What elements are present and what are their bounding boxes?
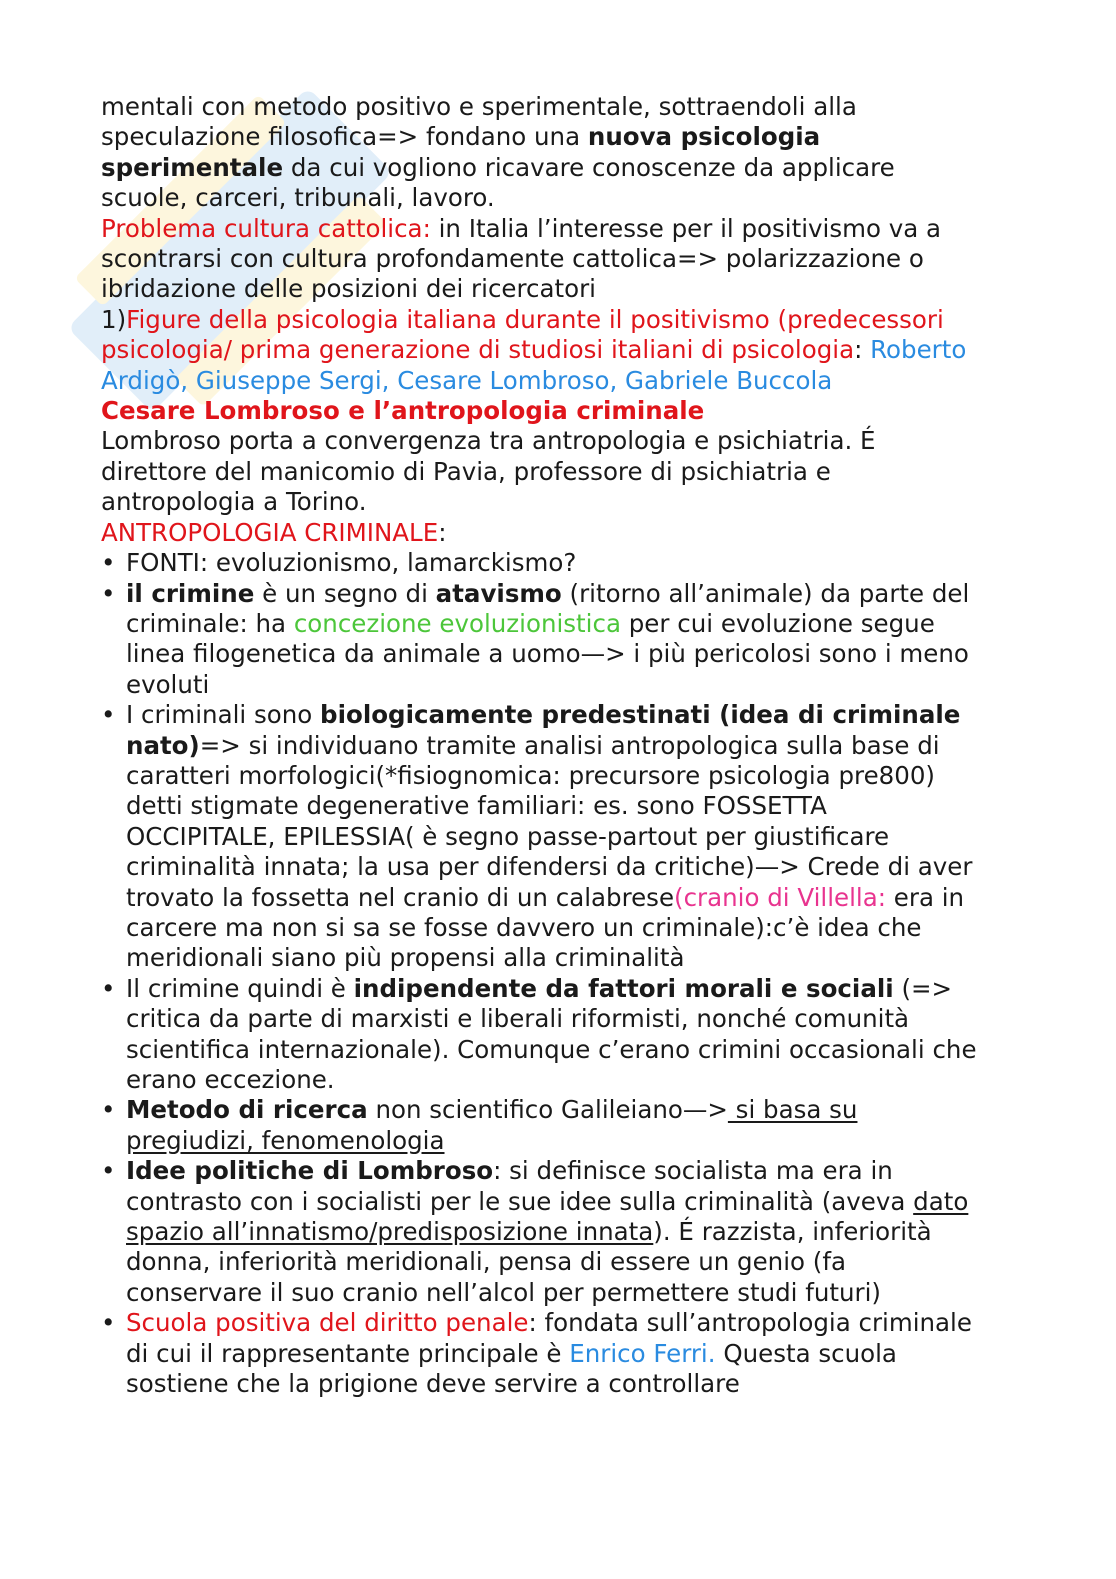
catholic-problem-paragraph: Problema cultura cattolica: in Italia l’interesse per il positivismo va a scontrarsi con cultura profondamente cattolica=> polarizzazione o ibridazione delle posizioni dei ricercatori: [101, 213, 942, 304]
underlined-text: dato spazio all’innatismo/predisposizione innata: [126, 1186, 969, 1247]
intro-paragraph: mentali con metodo positivo e sperimentale, sottraendoli alla speculazione filosofica=> fondano una nuova psicologia sperimentale da cui vogliono ricavare conoscenze da applicare scuole, carceri, tribunali, lavoro.: [101, 92, 895, 213]
highlight-label: Scuola positiva del diritto penale: [126, 1308, 529, 1338]
list-item: • Il crimine quindi è indipendente da fattori morali e sociali (=> critica da parte di marxisti e liberali riformisti, nonché comunità scientifica internazionale). Comunque c’erano crimini occasionali che erano eccezione.: [101, 974, 981, 1096]
bold-term: nuova psicologia sperimentale: [101, 122, 821, 182]
figures-paragraph: 1)Figure della psicologia italiana durante il positivismo (predecessori psicologia/ prima generazione di studiosi italiani di psicologia: Roberto Ardigò, Giuseppe Sergi, Cesare Lombroso, Gabriele Buccola: [101, 304, 967, 395]
list-item: • Metodo di ricerca non scientifico Galileiano—> si basa su pregiudizi, fenomenologia: [101, 1095, 981, 1156]
highlight-pink: (cranio di Villella:: [674, 882, 887, 912]
highlight-label: Figure della psicologia italiana durante il positivismo (predecessori psicologia/ prima generazione di studiosi italiani di psicologia: [101, 304, 944, 365]
list-item: • il crimine è un segno di atavismo (ritorno all’animale) da parte del criminale: ha concezione evoluzionistica per cui evoluzione segue linea filogenetica da animale a uomo—> i più pericolosi sono i meno evoluti: [101, 579, 981, 701]
list-item: • Scuola positiva del diritto penale: fondata sull’antropologia criminale di cui il rappresentante principale è Enrico Ferri. Questa scuola sostiene che la prigione deve servire a controllare: [101, 1308, 981, 1399]
highlight-green: concezione evoluzionistica: [293, 608, 621, 638]
bullet-list: [101, 548, 981, 1399]
antropologia-label: ANTROPOLOGIA CRIMINALE:: [101, 517, 447, 547]
list-item: • Idee politiche di Lombroso: si definisce socialista ma era in contrasto con i socialisti per le sue idee sulla criminalità (aveva dato spazio all’innatismo/predisposizione innata). É razzista, inferiorità donna, inferiorità meridionali, pensa di essere un genio (fa conservare il suo cranio nell’alcol per permettere studi futuri): [101, 1156, 981, 1308]
names-list: Roberto Ardigò, Giuseppe Sergi, Cesare Lombroso, Gabriele Buccola: [101, 335, 967, 395]
list-item: • I criminali sono biologicamente predestinati (idea di criminale nato)=> si individuano tramite analisi antropologica sulla base di caratteri morfologici(*fisiognomica: precursore psicologia pre800) detti stigmate degenerative familiari: es. sono FOSSETTA OCCIPITALE, EPILESSIA( è segno passe-partout per giustificare criminalità innata; la usa per difendersi da critiche)—> Crede di aver trovato la fossetta nel cranio di un calabrese(cranio di Villella: era in carcere ma non si sa se fosse davvero un criminale):c’è idea che meridionali siano più propensi alla criminalità: [101, 700, 981, 974]
section-heading: Cesare Lombroso e l’antropologia criminale: [101, 396, 705, 426]
person-name: Enrico Ferri.: [569, 1338, 716, 1368]
document-body: [101, 92, 981, 1399]
highlight-label: Problema cultura cattolica:: [101, 213, 431, 243]
lombroso-paragraph: Lombroso porta a convergenza tra antropologia e psichiatria. É direttore del manicomio di Pavia, professore di psichiatria e antropologia a Torino.: [101, 426, 876, 517]
list-item: • FONTI: evoluzionismo, lamarckismo?: [101, 548, 981, 578]
underlined-text: si basa su pregiudizi, fenomenologia: [126, 1095, 858, 1155]
